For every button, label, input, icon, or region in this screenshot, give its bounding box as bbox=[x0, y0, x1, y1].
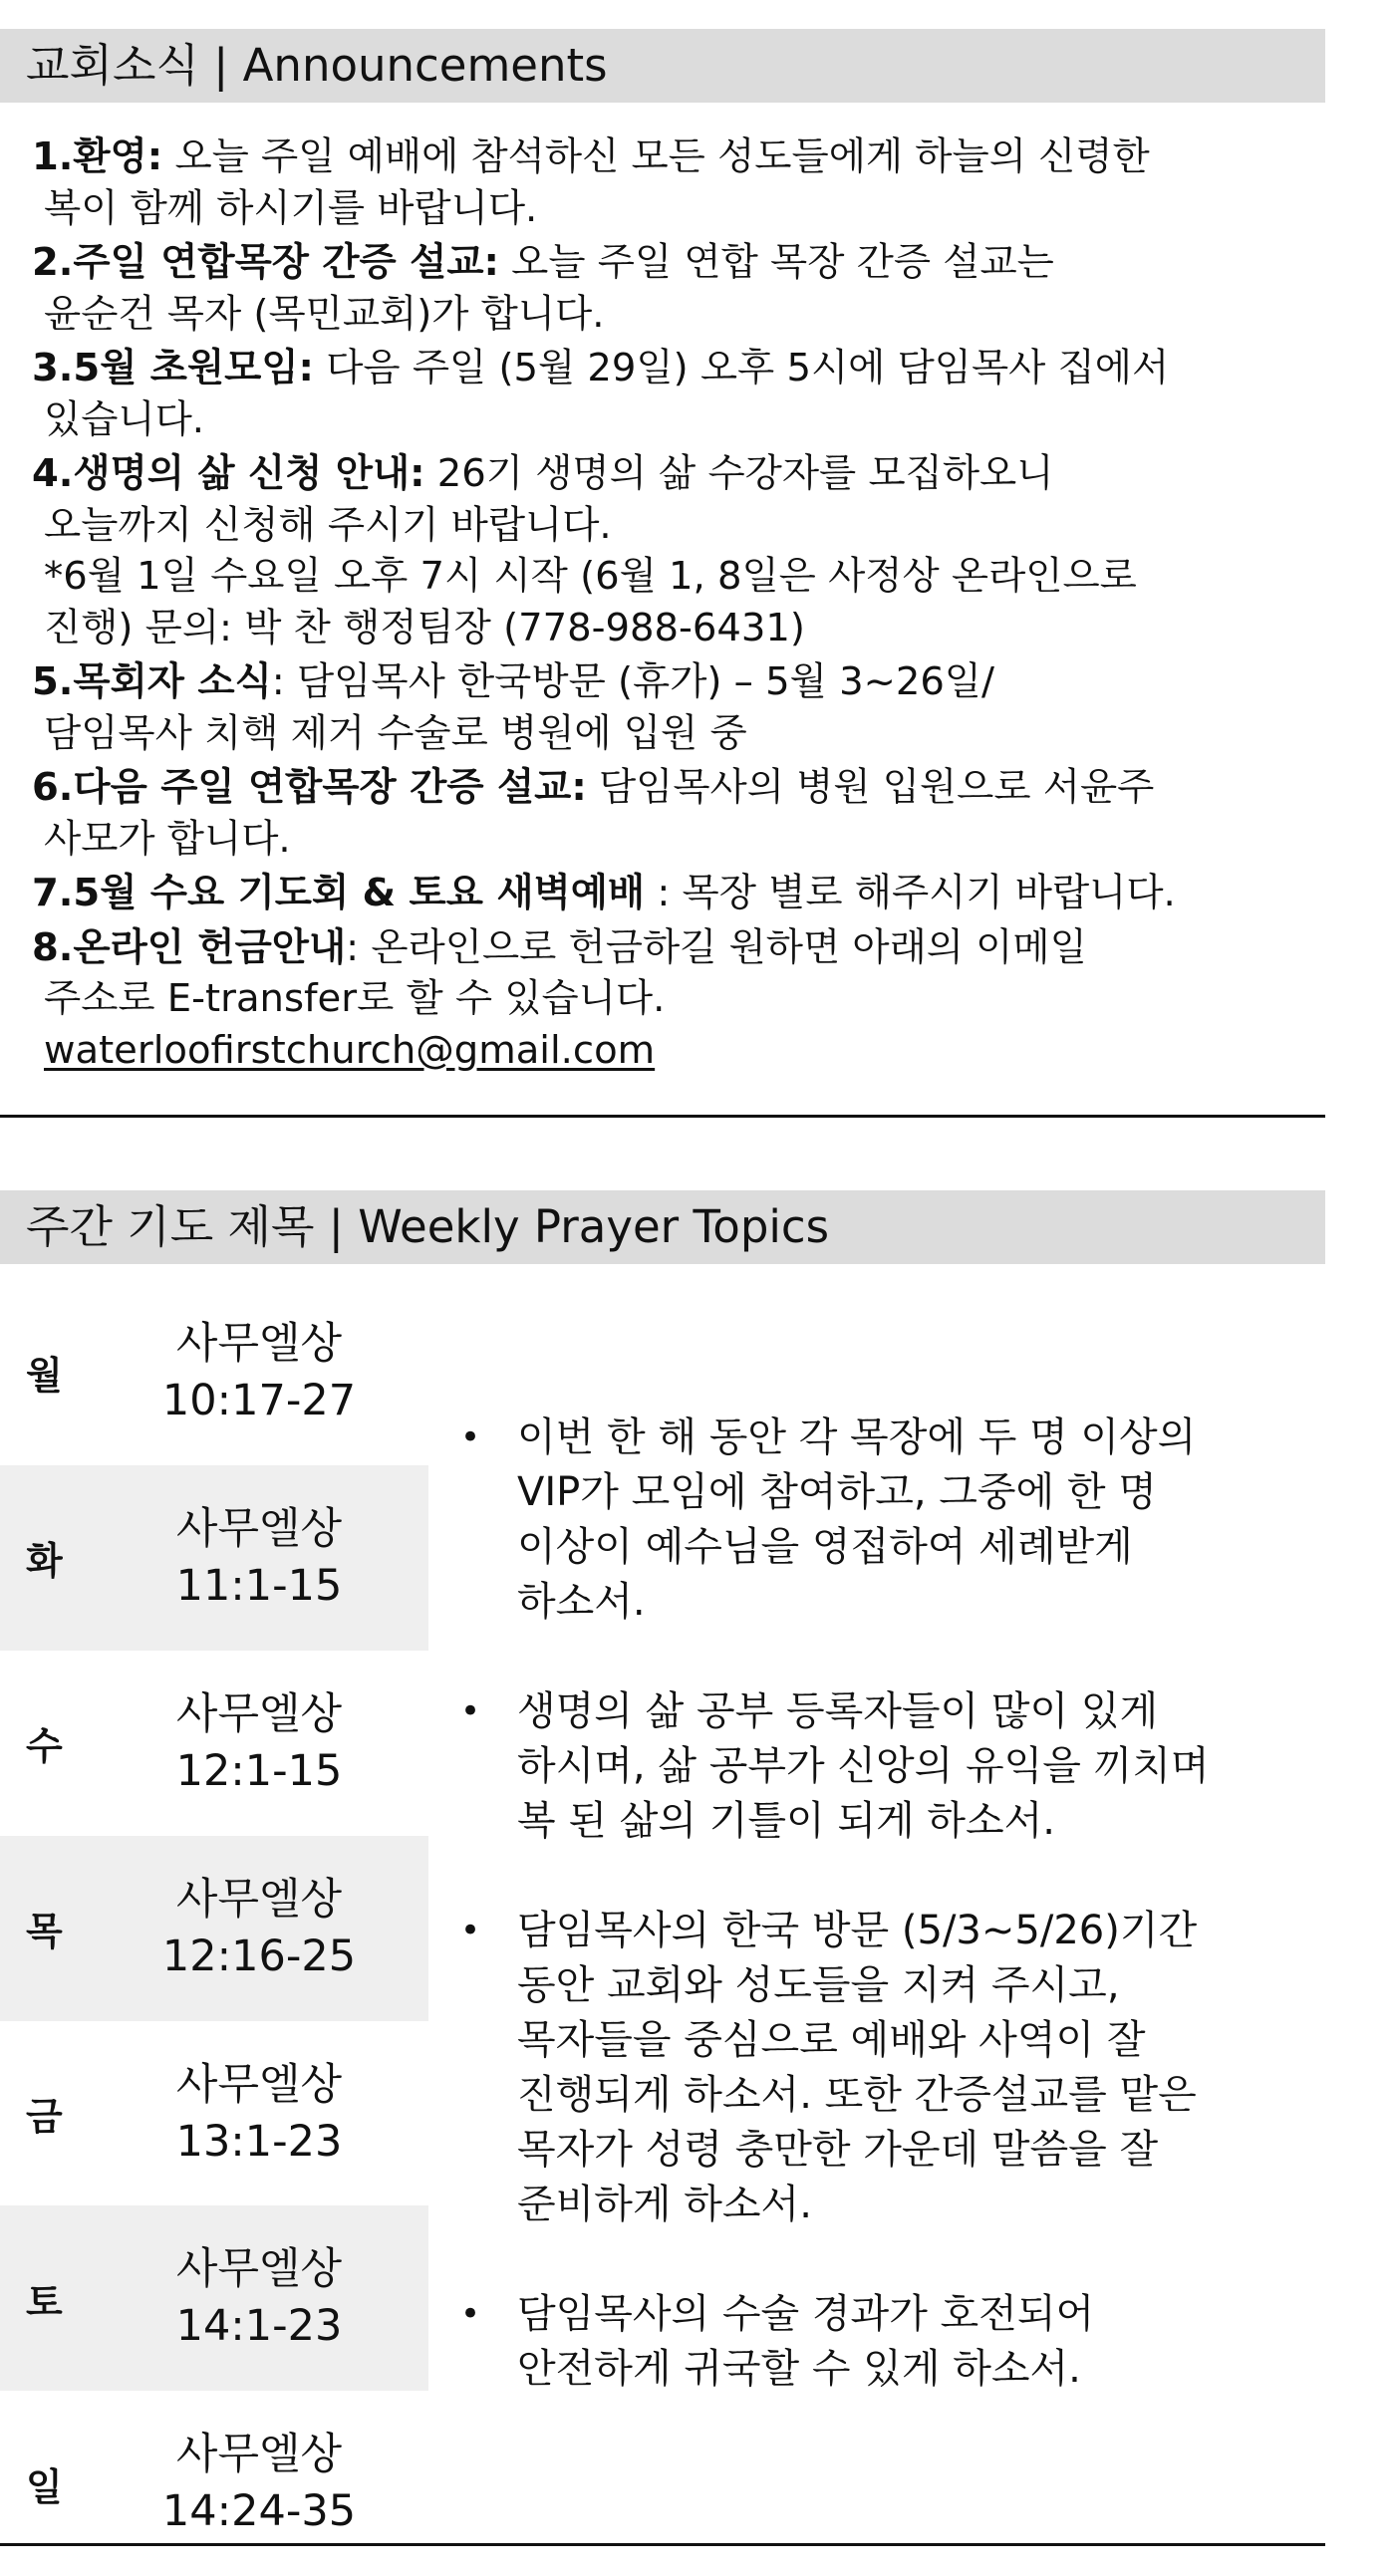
announcement-heading: 5.목회자 소식 bbox=[32, 659, 272, 704]
prayer-text: 복 된 삶의 기틀이 되게 하소서. bbox=[517, 1798, 1055, 1844]
day-label: 수 bbox=[26, 1724, 63, 1769]
scripture-reference bbox=[130, 1280, 389, 1465]
reading-row bbox=[0, 2021, 428, 2206]
scripture-book: 사무엘상 bbox=[175, 1503, 343, 1554]
day-label: 토 bbox=[26, 2279, 63, 2324]
announcement-text: 다음 주일 (5월 29일) 오후 5시에 담임목사 집에서 bbox=[313, 346, 1170, 390]
announcement-heading: 3.5월 초원모임: bbox=[32, 346, 314, 390]
prayer-topic bbox=[460, 2287, 1317, 2397]
prayer-text: 진행되게 하소서. 또한 간증설교를 맡은 bbox=[517, 2072, 1197, 2118]
announcement-text: 주소로 E-transfer로 할 수 있습니다. bbox=[44, 976, 666, 1021]
scripture-reference bbox=[130, 2391, 389, 2576]
scripture-reference bbox=[130, 1651, 389, 1836]
reading-row bbox=[0, 1836, 428, 2021]
reading-row bbox=[0, 2391, 428, 2576]
announcement-item-6 bbox=[32, 762, 1307, 865]
announcement-text: 오늘 주일 연합 목장 간증 설교는 bbox=[498, 240, 1054, 285]
bullet-icon: • bbox=[460, 1417, 481, 1457]
announcement-heading: 2.주일 연합목장 간증 설교: bbox=[32, 240, 499, 285]
scripture-reference bbox=[130, 1836, 389, 2021]
scripture-verses: 12:1-15 bbox=[175, 1745, 343, 1796]
scripture-verses: 10:17-27 bbox=[161, 1375, 357, 1425]
announcements-header: 교회소식 | Announcements bbox=[0, 29, 1325, 103]
prayer-text: 목자들을 중심으로 예배와 사역이 잘 bbox=[517, 2017, 1146, 2063]
scripture-book: 사무엘상 bbox=[175, 2059, 343, 2110]
prayer-text: 생명의 삶 공부 등록자들이 많이 있게 bbox=[517, 1688, 1159, 1734]
announcement-line bbox=[32, 762, 1307, 814]
announcement-line bbox=[32, 131, 1307, 183]
day-label: 화 bbox=[26, 1539, 63, 1584]
reading-row bbox=[0, 1280, 428, 1465]
announcement-text: : 담임목사 한국방문 (휴가) – 5월 3~26일/ bbox=[271, 659, 994, 704]
announcement-text: 담임목사의 병원 입원으로 서윤주 bbox=[586, 765, 1155, 810]
prayer-text: VIP가 모임에 참여하고, 그중에 한 명 bbox=[517, 1469, 1157, 1515]
scripture-book: 사무엘상 bbox=[175, 1874, 343, 1925]
prayer-topics-header: 주간 기도 제목 | Weekly Prayer Topics bbox=[0, 1190, 1325, 1264]
announcement-text: 사모가 합니다. bbox=[44, 816, 291, 862]
scripture-verses: 11:1-15 bbox=[175, 1560, 343, 1611]
announcements-list bbox=[32, 131, 1307, 1079]
scripture-reference bbox=[130, 2021, 389, 2206]
section-divider bbox=[0, 2543, 1325, 2546]
announcement-heading: 4.생명의 삶 신청 안내: bbox=[32, 451, 425, 496]
prayer-topic bbox=[460, 1904, 1317, 2232]
announcement-text: : 목장 별로 해주시기 바랍니다. bbox=[645, 871, 1176, 915]
prayer-text: 이상이 예수님을 영접하여 세례받게 bbox=[517, 1524, 1133, 1570]
announcement-line bbox=[32, 237, 1307, 289]
scripture-book: 사무엘상 bbox=[175, 1688, 343, 1739]
section-divider bbox=[0, 1115, 1325, 1118]
email-line bbox=[32, 1025, 1307, 1077]
announcement-line bbox=[32, 343, 1307, 394]
announcement-text: *6월 1일 수요일 오후 7시 시작 (6월 1, 8일은 사정상 온라인으로 bbox=[44, 554, 1137, 599]
scripture-reference bbox=[130, 2205, 389, 2391]
bullet-icon: • bbox=[460, 1691, 481, 1731]
announcement-item-8 bbox=[32, 922, 1307, 1077]
scripture-book: 사무엘상 bbox=[175, 2244, 343, 2295]
announcement-item-4 bbox=[32, 448, 1307, 653]
announcement-text: 복이 함께 하시기를 바랍니다. bbox=[44, 185, 538, 231]
announcement-item-3 bbox=[32, 343, 1307, 445]
scripture-verses: 14:1-23 bbox=[175, 2301, 343, 2352]
bullet-icon: • bbox=[460, 2294, 481, 2334]
bullet-icon: • bbox=[460, 1911, 481, 1950]
announcement-heading: 6.다음 주일 연합목장 간증 설교: bbox=[32, 765, 587, 810]
announcement-line bbox=[32, 448, 1307, 500]
announcement-line bbox=[32, 656, 1307, 708]
prayer-text: 담임목사의 한국 방문 (5/3~5/26)기간 bbox=[517, 1908, 1198, 1953]
day-label: 일 bbox=[26, 2464, 63, 2509]
prayer-topic bbox=[460, 1684, 1317, 1849]
scripture-book: 사무엘상 bbox=[175, 2430, 343, 2480]
announcement-heading: 7.5월 수요 기도회 & 토요 새벽예배 bbox=[32, 871, 646, 915]
reading-schedule bbox=[0, 1280, 428, 2576]
scripture-verses: 14:24-35 bbox=[161, 2486, 357, 2537]
scripture-verses: 13:1-23 bbox=[175, 2116, 343, 2167]
announcement-line bbox=[32, 868, 1307, 919]
announcement-heading: 1.환영: bbox=[32, 134, 163, 179]
prayer-text: 준비하게 하소서. bbox=[517, 2182, 812, 2227]
day-label: 금 bbox=[26, 2095, 63, 2139]
reading-row bbox=[0, 1651, 428, 1836]
prayer-topic bbox=[460, 1411, 1317, 1630]
announcement-item-1 bbox=[32, 131, 1307, 234]
reading-row bbox=[0, 2205, 428, 2391]
announcement-item-2 bbox=[32, 237, 1307, 340]
scripture-verses: 12:16-25 bbox=[161, 1931, 357, 1981]
prayer-text: 동안 교회와 성도들을 지켜 주시고, bbox=[517, 1962, 1120, 2008]
announcement-text: 26기 생명의 삶 수강자를 모집하오니 bbox=[424, 451, 1054, 496]
day-label: 월 bbox=[26, 1354, 63, 1399]
day-label: 목 bbox=[26, 1910, 63, 1954]
prayer-text: 목자가 성령 충만한 가운데 말씀을 잘 bbox=[517, 2127, 1159, 2173]
prayer-text: 하시며, 삶 공부가 신앙의 유익을 끼치며 bbox=[517, 1743, 1210, 1789]
announcement-item-5 bbox=[32, 656, 1307, 759]
scripture-reference bbox=[130, 1465, 389, 1651]
reading-row bbox=[0, 1465, 428, 1651]
announcement-heading: 8.온라인 헌금안내 bbox=[32, 924, 347, 970]
announcement-text: : 온라인으로 헌금하길 원하면 아래의 이메일 bbox=[346, 924, 1087, 970]
announcement-line bbox=[32, 922, 1307, 974]
announcement-text: 진행) 문의: 박 찬 행정팀장 (778-988-6431) bbox=[44, 605, 805, 650]
announcement-item-7 bbox=[32, 868, 1307, 919]
announcement-text: 오늘까지 신청해 주시기 바랍니다. bbox=[44, 502, 612, 548]
announcement-text: 있습니다. bbox=[44, 396, 205, 442]
announcement-text: 윤순건 목자 (목민교회)가 합니다. bbox=[44, 291, 605, 337]
prayer-text: 안전하게 귀국할 수 있게 하소서. bbox=[517, 2346, 1081, 2392]
prayer-text: 하소서. bbox=[517, 1579, 646, 1625]
prayer-topics-list bbox=[460, 1411, 1317, 2451]
prayer-text: 이번 한 해 동안 각 목장에 두 명 이상의 bbox=[517, 1415, 1197, 1460]
scripture-book: 사무엘상 bbox=[175, 1318, 343, 1369]
email-link[interactable]: waterloofirstchurch@gmail.com bbox=[44, 1027, 656, 1073]
announcement-text: 오늘 주일 예배에 참석하신 모든 성도들에게 하늘의 신령한 bbox=[162, 134, 1150, 179]
prayer-text: 담임목사의 수술 경과가 호전되어 bbox=[517, 2291, 1095, 2337]
announcement-text: 담임목사 치핵 제거 수술로 병원에 입원 중 bbox=[44, 710, 747, 756]
